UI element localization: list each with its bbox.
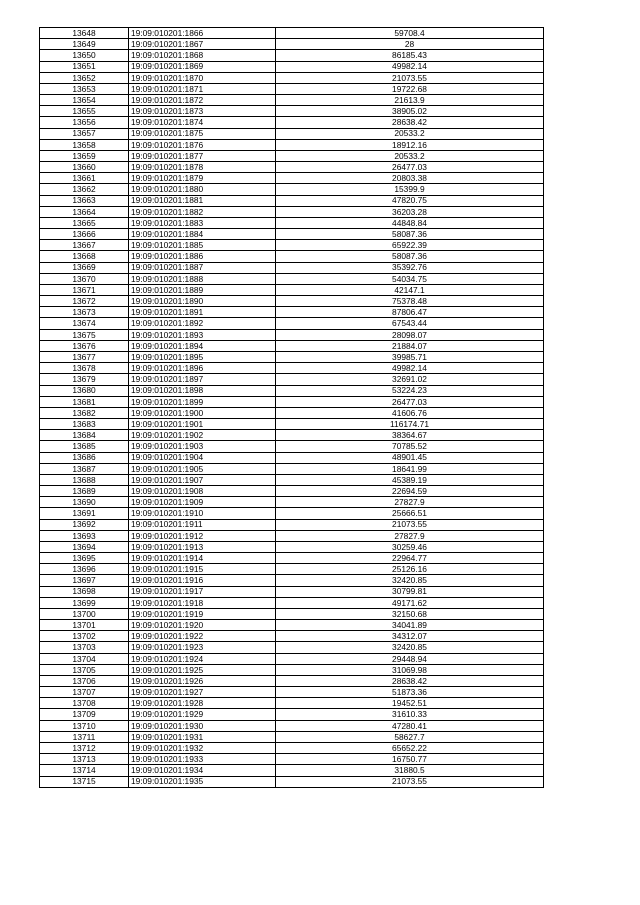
cadastral-number-cell: 19:09:010201:1875 [129, 128, 276, 139]
cadastral-number-cell: 19:09:010201:1909 [129, 497, 276, 508]
cadastral-number-cell: 19:09:010201:1895 [129, 351, 276, 362]
value-cell: 58087.36 [276, 229, 544, 240]
value-cell: 54034.75 [276, 273, 544, 284]
value-cell: 30799.81 [276, 586, 544, 597]
cadastral-number-cell: 19:09:010201:1914 [129, 553, 276, 564]
row-number-cell: 13653 [40, 83, 129, 94]
table-row [40, 620, 544, 631]
row-number-cell: 13659 [40, 150, 129, 161]
cadastral-number-cell: 19:09:010201:1911 [129, 519, 276, 530]
row-number-cell: 13706 [40, 675, 129, 686]
cadastral-number-cell: 19:09:010201:1889 [129, 284, 276, 295]
table-row [40, 586, 544, 597]
row-number-cell: 13663 [40, 195, 129, 206]
table-row [40, 709, 544, 720]
value-cell: 47280.41 [276, 720, 544, 731]
table-row [40, 229, 544, 240]
row-number-cell: 13688 [40, 474, 129, 485]
value-cell: 49982.14 [276, 363, 544, 374]
cadastral-number-cell: 19:09:010201:1928 [129, 698, 276, 709]
cadastral-number-cell: 19:09:010201:1876 [129, 139, 276, 150]
table-row [40, 150, 544, 161]
row-number-cell: 13677 [40, 351, 129, 362]
table-row [40, 564, 544, 575]
value-cell: 20533.2 [276, 150, 544, 161]
table-row [40, 553, 544, 564]
value-cell: 32150.68 [276, 608, 544, 619]
cadastral-number-cell: 19:09:010201:1888 [129, 273, 276, 284]
row-number-cell: 13700 [40, 608, 129, 619]
cadastral-number-cell: 19:09:010201:1881 [129, 195, 276, 206]
cadastral-number-cell: 19:09:010201:1935 [129, 776, 276, 787]
row-number-cell: 13687 [40, 463, 129, 474]
table-row [40, 273, 544, 284]
table-row [40, 128, 544, 139]
cadastral-number-cell: 19:09:010201:1903 [129, 441, 276, 452]
row-number-cell: 13678 [40, 363, 129, 374]
table-row [40, 720, 544, 731]
table-row [40, 396, 544, 407]
row-number-cell: 13680 [40, 385, 129, 396]
table-row [40, 631, 544, 642]
table-row [40, 251, 544, 262]
value-cell: 49982.14 [276, 61, 544, 72]
cadastral-number-cell: 19:09:010201:1916 [129, 575, 276, 586]
row-number-cell: 13671 [40, 284, 129, 295]
value-cell: 58627.7 [276, 731, 544, 742]
cadastral-number-cell: 19:09:010201:1907 [129, 474, 276, 485]
cadastral-number-cell: 19:09:010201:1904 [129, 452, 276, 463]
cadastral-number-cell: 19:09:010201:1874 [129, 117, 276, 128]
row-number-cell: 13686 [40, 452, 129, 463]
table-row [40, 329, 544, 340]
row-number-cell: 13660 [40, 162, 129, 173]
table-row [40, 173, 544, 184]
cadastral-number-cell: 19:09:010201:1868 [129, 50, 276, 61]
table-row [40, 407, 544, 418]
value-cell: 29448.94 [276, 653, 544, 664]
row-number-cell: 13711 [40, 731, 129, 742]
cadastral-number-cell: 19:09:010201:1866 [129, 28, 276, 39]
cadastral-number-cell: 19:09:010201:1901 [129, 419, 276, 430]
cadastral-number-cell: 19:09:010201:1922 [129, 631, 276, 642]
table-row [40, 508, 544, 519]
cadastral-number-cell: 19:09:010201:1899 [129, 396, 276, 407]
row-number-cell: 13661 [40, 173, 129, 184]
row-number-cell: 13655 [40, 106, 129, 117]
cadastral-number-cell: 19:09:010201:1918 [129, 597, 276, 608]
cadastral-number-cell: 19:09:010201:1913 [129, 541, 276, 552]
cadastral-number-cell: 19:09:010201:1908 [129, 486, 276, 497]
table-row [40, 117, 544, 128]
cadastral-number-cell: 19:09:010201:1910 [129, 508, 276, 519]
value-cell: 65922.39 [276, 240, 544, 251]
table-row [40, 217, 544, 228]
cadastral-number-cell: 19:09:010201:1890 [129, 296, 276, 307]
row-number-cell: 13657 [40, 128, 129, 139]
cadastral-number-cell: 19:09:010201:1934 [129, 765, 276, 776]
cadastral-number-cell: 19:09:010201:1878 [129, 162, 276, 173]
value-cell: 75378.48 [276, 296, 544, 307]
value-cell: 58087.36 [276, 251, 544, 262]
value-cell: 19722.68 [276, 83, 544, 94]
value-cell: 86185.43 [276, 50, 544, 61]
cadastral-number-cell: 19:09:010201:1880 [129, 184, 276, 195]
value-cell: 19452.51 [276, 698, 544, 709]
cadastral-number-cell: 19:09:010201:1919 [129, 608, 276, 619]
table-row [40, 597, 544, 608]
row-number-cell: 13699 [40, 597, 129, 608]
value-cell: 41606.76 [276, 407, 544, 418]
row-number-cell: 13690 [40, 497, 129, 508]
cadastral-number-cell: 19:09:010201:1879 [129, 173, 276, 184]
cadastral-number-cell: 19:09:010201:1893 [129, 329, 276, 340]
row-number-cell: 13651 [40, 61, 129, 72]
table-row [40, 608, 544, 619]
value-cell: 30259.46 [276, 541, 544, 552]
table-row [40, 262, 544, 273]
value-cell: 21613.9 [276, 95, 544, 106]
cadastral-number-cell: 19:09:010201:1920 [129, 620, 276, 631]
value-cell: 20533.2 [276, 128, 544, 139]
table-row [40, 139, 544, 150]
cadastral-number-cell: 19:09:010201:1915 [129, 564, 276, 575]
table-row [40, 642, 544, 653]
cadastral-number-cell: 19:09:010201:1892 [129, 318, 276, 329]
value-cell: 32691.02 [276, 374, 544, 385]
table-row [40, 206, 544, 217]
table-row [40, 452, 544, 463]
row-number-cell: 13702 [40, 631, 129, 642]
table-row [40, 28, 544, 39]
cadastral-number-cell: 19:09:010201:1923 [129, 642, 276, 653]
row-number-cell: 13685 [40, 441, 129, 452]
table-row [40, 765, 544, 776]
row-number-cell: 13664 [40, 206, 129, 217]
value-cell: 18641.99 [276, 463, 544, 474]
cadastral-number-cell: 19:09:010201:1882 [129, 206, 276, 217]
value-cell: 31610.33 [276, 709, 544, 720]
cadastral-number-cell: 19:09:010201:1933 [129, 754, 276, 765]
table-body [40, 28, 544, 788]
row-number-cell: 13662 [40, 184, 129, 195]
value-cell: 42147.1 [276, 284, 544, 295]
table-row [40, 575, 544, 586]
table-row [40, 675, 544, 686]
row-number-cell: 13695 [40, 553, 129, 564]
table-row [40, 318, 544, 329]
value-cell: 44848.84 [276, 217, 544, 228]
table-row [40, 106, 544, 117]
table-row [40, 541, 544, 552]
table-row [40, 776, 544, 787]
row-number-cell: 13696 [40, 564, 129, 575]
row-number-cell: 13669 [40, 262, 129, 273]
table-row [40, 363, 544, 374]
table-row [40, 340, 544, 351]
value-cell: 70785.52 [276, 441, 544, 452]
table-row [40, 95, 544, 106]
table-row [40, 497, 544, 508]
table-row [40, 664, 544, 675]
row-number-cell: 13703 [40, 642, 129, 653]
value-cell: 47820.75 [276, 195, 544, 206]
row-number-cell: 13672 [40, 296, 129, 307]
row-number-cell: 13682 [40, 407, 129, 418]
value-cell: 116174.71 [276, 419, 544, 430]
value-cell: 16750.77 [276, 754, 544, 765]
value-cell: 31880.5 [276, 765, 544, 776]
table-row [40, 731, 544, 742]
cadastral-number-cell: 19:09:010201:1900 [129, 407, 276, 418]
value-cell: 53224.23 [276, 385, 544, 396]
row-number-cell: 13667 [40, 240, 129, 251]
row-number-cell: 13658 [40, 139, 129, 150]
table-row [40, 463, 544, 474]
row-number-cell: 13705 [40, 664, 129, 675]
cadastral-number-cell: 19:09:010201:1925 [129, 664, 276, 675]
value-cell: 34041.89 [276, 620, 544, 631]
value-cell: 25666.51 [276, 508, 544, 519]
table-row [40, 50, 544, 61]
cadastral-number-cell: 19:09:010201:1924 [129, 653, 276, 664]
cadastral-number-cell: 19:09:010201:1926 [129, 675, 276, 686]
cadastral-number-cell: 19:09:010201:1917 [129, 586, 276, 597]
table-row [40, 61, 544, 72]
value-cell: 27827.9 [276, 497, 544, 508]
table-row [40, 240, 544, 251]
cadastral-number-cell: 19:09:010201:1872 [129, 95, 276, 106]
cadastral-number-cell: 19:09:010201:1870 [129, 72, 276, 83]
row-number-cell: 13714 [40, 765, 129, 776]
value-cell: 59708.4 [276, 28, 544, 39]
value-cell: 49171.62 [276, 597, 544, 608]
value-cell: 38905.02 [276, 106, 544, 117]
value-cell: 67543.44 [276, 318, 544, 329]
table-row [40, 284, 544, 295]
value-cell: 32420.85 [276, 642, 544, 653]
row-number-cell: 13715 [40, 776, 129, 787]
table-row [40, 374, 544, 385]
table-row [40, 530, 544, 541]
value-cell: 36203.28 [276, 206, 544, 217]
table-row [40, 653, 544, 664]
cadastral-number-cell: 19:09:010201:1873 [129, 106, 276, 117]
table-row [40, 474, 544, 485]
value-cell: 45389.19 [276, 474, 544, 485]
row-number-cell: 13656 [40, 117, 129, 128]
row-number-cell: 13704 [40, 653, 129, 664]
row-number-cell: 13694 [40, 541, 129, 552]
cadastral-number-cell: 19:09:010201:1902 [129, 430, 276, 441]
cadastral-number-cell: 19:09:010201:1885 [129, 240, 276, 251]
table-row [40, 754, 544, 765]
row-number-cell: 13698 [40, 586, 129, 597]
table-row [40, 687, 544, 698]
cadastral-number-cell: 19:09:010201:1898 [129, 385, 276, 396]
value-cell: 39985.71 [276, 351, 544, 362]
row-number-cell: 13676 [40, 340, 129, 351]
table-row [40, 351, 544, 362]
row-number-cell: 13691 [40, 508, 129, 519]
cadastral-number-cell: 19:09:010201:1891 [129, 307, 276, 318]
table-row [40, 743, 544, 754]
cadastral-number-cell: 19:09:010201:1897 [129, 374, 276, 385]
row-number-cell: 13708 [40, 698, 129, 709]
value-cell: 18912.16 [276, 139, 544, 150]
value-cell: 28638.42 [276, 117, 544, 128]
value-cell: 26477.03 [276, 162, 544, 173]
cadastral-number-cell: 19:09:010201:1930 [129, 720, 276, 731]
value-cell: 22964.77 [276, 553, 544, 564]
row-number-cell: 13650 [40, 50, 129, 61]
cadastral-number-cell: 19:09:010201:1929 [129, 709, 276, 720]
cadastral-number-cell: 19:09:010201:1884 [129, 229, 276, 240]
row-number-cell: 13670 [40, 273, 129, 284]
value-cell: 28638.42 [276, 675, 544, 686]
value-cell: 28 [276, 39, 544, 50]
row-number-cell: 13673 [40, 307, 129, 318]
row-number-cell: 13681 [40, 396, 129, 407]
row-number-cell: 13666 [40, 229, 129, 240]
row-number-cell: 13693 [40, 530, 129, 541]
table-row [40, 296, 544, 307]
row-number-cell: 13684 [40, 430, 129, 441]
value-cell: 48901.45 [276, 452, 544, 463]
value-cell: 21073.55 [276, 519, 544, 530]
cadastral-number-cell: 19:09:010201:1883 [129, 217, 276, 228]
value-cell: 28098.07 [276, 329, 544, 340]
row-number-cell: 13697 [40, 575, 129, 586]
table-row [40, 39, 544, 50]
row-number-cell: 13709 [40, 709, 129, 720]
cadastral-number-cell: 19:09:010201:1931 [129, 731, 276, 742]
row-number-cell: 13707 [40, 687, 129, 698]
table-row [40, 72, 544, 83]
table-row [40, 430, 544, 441]
value-cell: 15399.9 [276, 184, 544, 195]
cadastral-number-cell: 19:09:010201:1869 [129, 61, 276, 72]
value-cell: 25126.16 [276, 564, 544, 575]
row-number-cell: 13668 [40, 251, 129, 262]
cadastral-number-cell: 19:09:010201:1886 [129, 251, 276, 262]
cadastral-value-table [39, 27, 544, 788]
row-number-cell: 13652 [40, 72, 129, 83]
row-number-cell: 13665 [40, 217, 129, 228]
cadastral-number-cell: 19:09:010201:1871 [129, 83, 276, 94]
table-row [40, 486, 544, 497]
table-row [40, 83, 544, 94]
value-cell: 27827.9 [276, 530, 544, 541]
value-cell: 65652.22 [276, 743, 544, 754]
cadastral-number-cell: 19:09:010201:1867 [129, 39, 276, 50]
row-number-cell: 13674 [40, 318, 129, 329]
row-number-cell: 13692 [40, 519, 129, 530]
row-number-cell: 13701 [40, 620, 129, 631]
cadastral-number-cell: 19:09:010201:1887 [129, 262, 276, 273]
cadastral-number-cell: 19:09:010201:1932 [129, 743, 276, 754]
value-cell: 26477.03 [276, 396, 544, 407]
cadastral-number-cell: 19:09:010201:1877 [129, 150, 276, 161]
row-number-cell: 13689 [40, 486, 129, 497]
table-row [40, 162, 544, 173]
table-row [40, 419, 544, 430]
table-row [40, 519, 544, 530]
row-number-cell: 13683 [40, 419, 129, 430]
cadastral-number-cell: 19:09:010201:1896 [129, 363, 276, 374]
cadastral-number-cell: 19:09:010201:1912 [129, 530, 276, 541]
value-cell: 87806.47 [276, 307, 544, 318]
value-cell: 38364.67 [276, 430, 544, 441]
row-number-cell: 13675 [40, 329, 129, 340]
row-number-cell: 13712 [40, 743, 129, 754]
table-row [40, 441, 544, 452]
row-number-cell: 13713 [40, 754, 129, 765]
value-cell: 21073.55 [276, 72, 544, 83]
value-cell: 32420.85 [276, 575, 544, 586]
value-cell: 34312.07 [276, 631, 544, 642]
value-cell: 35392.76 [276, 262, 544, 273]
table-row [40, 385, 544, 396]
value-cell: 22694.59 [276, 486, 544, 497]
value-cell: 31069.98 [276, 664, 544, 675]
table-row [40, 307, 544, 318]
row-number-cell: 13654 [40, 95, 129, 106]
table-row [40, 184, 544, 195]
value-cell: 21884.07 [276, 340, 544, 351]
table-row [40, 698, 544, 709]
value-cell: 51873.36 [276, 687, 544, 698]
cadastral-number-cell: 19:09:010201:1905 [129, 463, 276, 474]
row-number-cell: 13679 [40, 374, 129, 385]
table-row [40, 195, 544, 206]
row-number-cell: 13648 [40, 28, 129, 39]
value-cell: 20803.38 [276, 173, 544, 184]
value-cell: 21073.55 [276, 776, 544, 787]
cadastral-number-cell: 19:09:010201:1927 [129, 687, 276, 698]
row-number-cell: 13649 [40, 39, 129, 50]
cadastral-number-cell: 19:09:010201:1894 [129, 340, 276, 351]
row-number-cell: 13710 [40, 720, 129, 731]
